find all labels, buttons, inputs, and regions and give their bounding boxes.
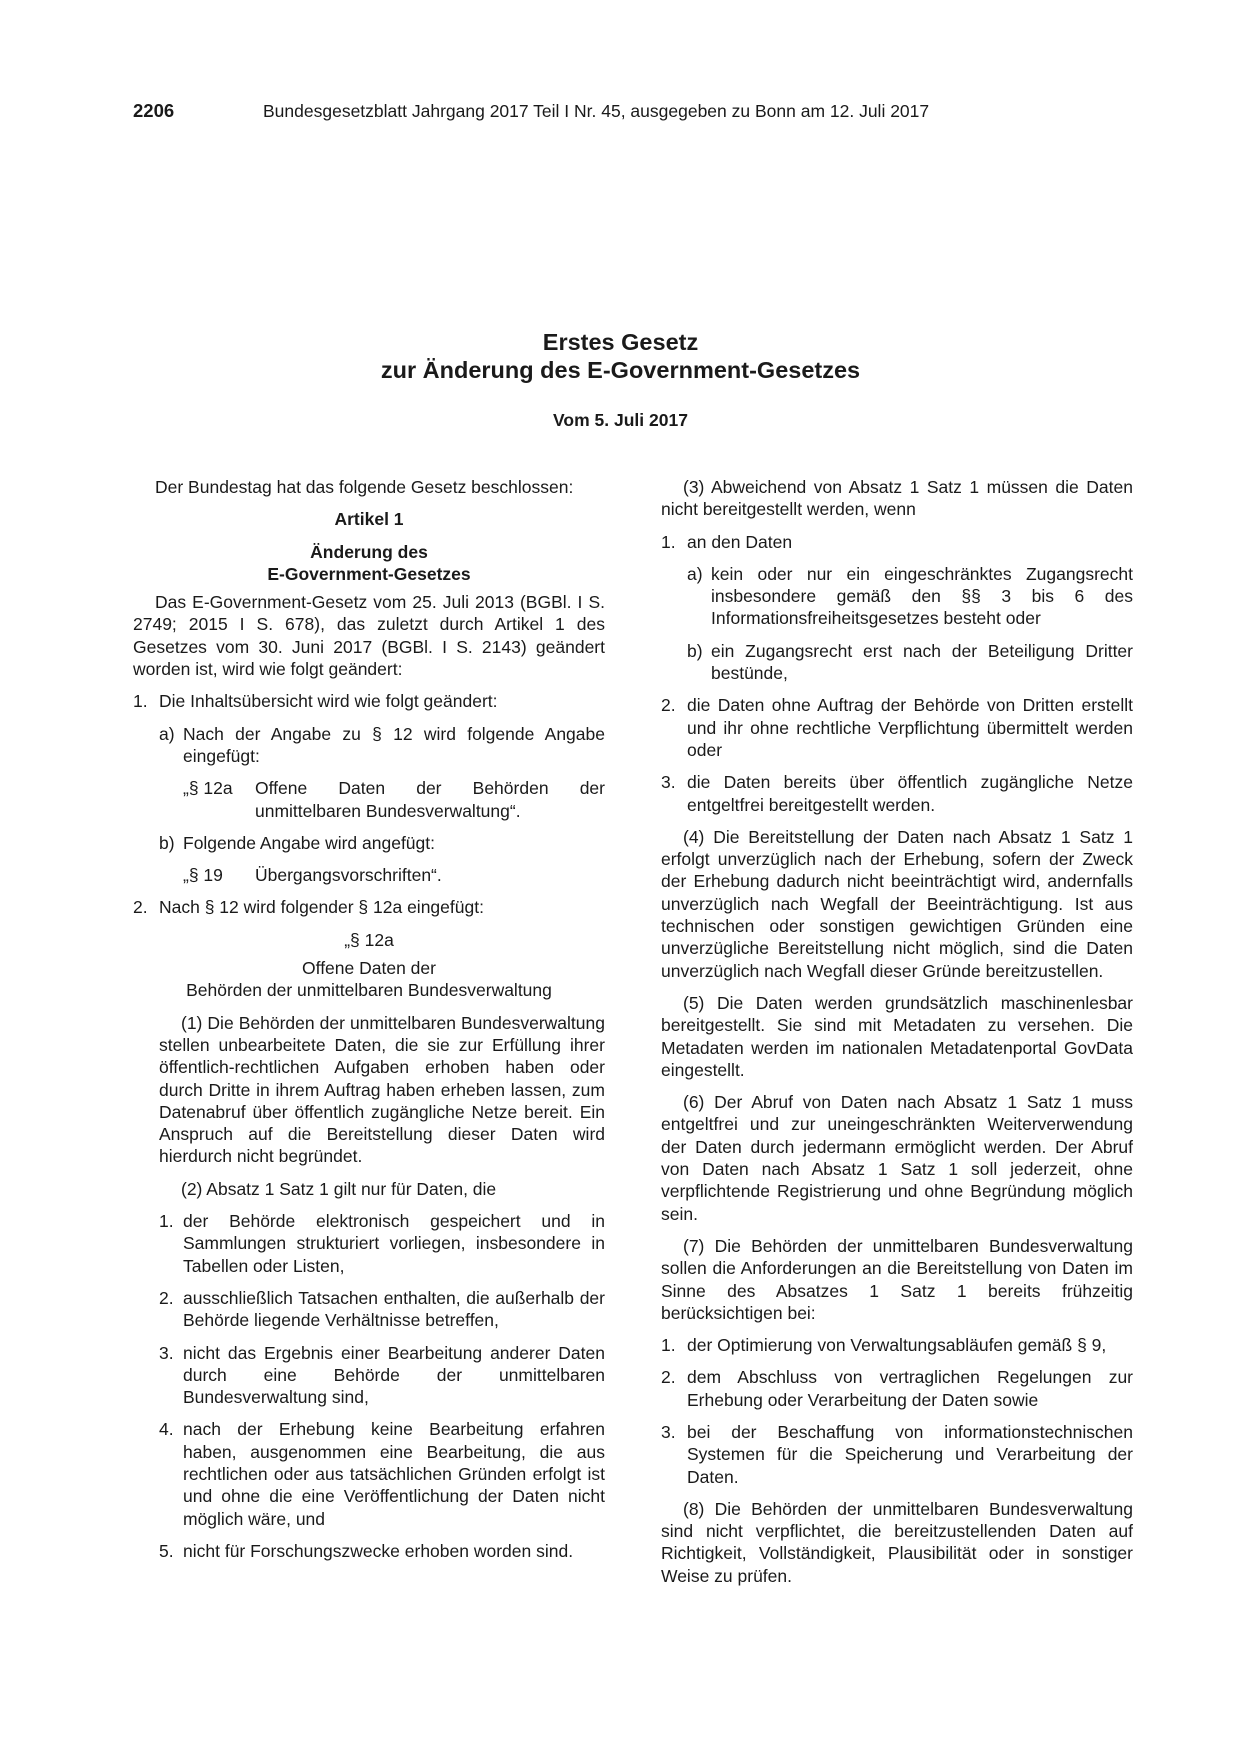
law-title-line-1: Erstes Gesetz (542, 329, 699, 355)
section-title-line-1: Offene Daten der (302, 958, 436, 979)
item-text: Nach der Angabe zu § 12 wird folgende Angabe eingefügt: (183, 723, 605, 766)
item-text: bei der Beschaffung von informationstechnischen Systemen für die Speicherung und Verarbeitung der Daten. (687, 1421, 1133, 1487)
section-title-line-2: Behörden der unmittelbaren Bundesverwaltung (186, 980, 552, 1001)
paragraph-abs5: (5) Die Daten werden grundsätzlich maschinenlesbar bereitgestellt. Sie sind mit Metadaten zu versehen. Die Metadaten werden im nationalen Metadatenportal GovData eingestellt. (661, 992, 1133, 1080)
list-item (159, 1287, 605, 1332)
item-text: Folgende Angabe wird angefügt: (183, 832, 435, 853)
item-text: ausschließlich Tatsachen enthalten, die außerhalb der Behörde liegende Verhältnisse betreffen, (183, 1287, 605, 1331)
item-text: ein Zugangsrecht erst nach der Beteiligung Dritter bestünde, (711, 640, 1133, 684)
abs2-list (133, 1210, 605, 1562)
list-item (183, 864, 605, 886)
list-item (661, 771, 1133, 816)
item-label: a) (159, 723, 175, 744)
item-text: die Daten bereits über öffentlich zugängliche Netze entgeltfrei bereitgestellt werden. (687, 772, 1133, 815)
list-item (687, 640, 1133, 685)
page-number: 2206 (133, 100, 175, 121)
artikel-title (133, 541, 605, 586)
item-label: b) (687, 640, 703, 661)
item-label: a) (687, 563, 703, 584)
item-text: nach der Erhebung keine Bearbeitung erfahren haben, ausgenommen eine Bearbeitung, die aus rechtlichen oder aus tatsächlichen Gründen erfolgt ist und ohne die eine Veröffentlichung der Daten nicht möglich wäre, und (183, 1419, 605, 1529)
item-text: kein oder nur ein eingeschränktes Zugangsrecht insbesondere gemäß den §§ 3 bis 6 des Informationsfreiheitsgesetzes besteht oder (711, 563, 1133, 629)
section-heading: „§ 12a (344, 929, 394, 950)
paragraph-abs8: (8) Die Behörden der unmittelbaren Bundesverwaltung sind nicht verpflichtet, die bereitzustellenden Daten auf Richtigkeit, Vollständigkeit, Plausibilität oder in sonstiger Weise zu prüfen. (661, 1498, 1133, 1586)
item-text: der Behörde elektronisch gespeichert und in Sammlungen strukturiert vorliegen, insbesondere in Tabellen oder Listen, (183, 1211, 605, 1276)
list-item (159, 1342, 605, 1409)
list-item (661, 694, 1133, 761)
item-text: nicht das Ergebnis einer Bearbeitung anderer Daten durch eine Behörde der unmittelbaren Bundesverwaltung sind, (183, 1342, 605, 1408)
abs3-sublist (661, 563, 1133, 684)
item-label: 2. (661, 695, 676, 716)
paragraph-abs1: (1) Die Behörden der unmittelbaren Bundesverwaltung stellen unbearbeitete Daten, die sie zur Erfüllung ihrer öffentlich-rechtlichen Aufgaben erhoben haben oder durch Dritte in ihrem Auftrag haben erheben lassen, zum Datenabruf über öffentlich zugängliche Netze bereit. Ein Anspruch auf die Bereitstellung dieser Daten wird hierdurch nicht begründet. (159, 1012, 605, 1167)
item-text: Offene Daten der Behörden der unmittelbaren Bundesverwaltung“. (255, 778, 605, 821)
artikel-title-line-2: E-Government-Gesetzes (267, 563, 471, 584)
paragraph-abs4: (4) Die Bereitstellung der Daten nach Absatz 1 Satz 1 erfolgt unverzüglich nach der Erhebung, sofern der Zweck der Erhebung dadurch nicht beeinträchtigt wird, andernfalls unverzüglich nach Wegfall der Beeinträchtigung. Ist aus technischen oder sonstigen gewichtigen Gründen eine unverzügliche Bereitstellung nicht möglich, sind die Daten unverzüglich nach Wegfall dieser Gründe bereitzustellen. (661, 826, 1133, 981)
list-item (159, 1210, 605, 1277)
item-text: dem Abschluss von vertraglichen Regelungen zur Erhebung oder Verarbeitung der Daten sowie (687, 1367, 1133, 1410)
left-column (133, 476, 605, 1572)
item-label: 5. (159, 1540, 174, 1561)
item-label: „§ 12a (183, 778, 233, 799)
law-date: Vom 5. Juli 2017 (553, 410, 688, 430)
list-item (133, 896, 605, 918)
paragraph-abs2: (2) Absatz 1 Satz 1 gilt nur für Daten, die (181, 1178, 497, 1199)
right-column (661, 476, 1133, 1597)
artikel-title-line-1: Änderung des (310, 541, 428, 562)
item-label: 2. (133, 897, 148, 918)
law-title-block (0, 328, 1241, 431)
item-label: 1. (661, 531, 676, 552)
list-item (133, 690, 605, 712)
item-label: b) (159, 832, 175, 853)
law-title-line-2: zur Änderung des E-Government-Gesetzes (380, 357, 861, 383)
item-text: nicht für Forschungszwecke erhoben worden sind. (183, 1540, 574, 1561)
item-label: 3. (661, 1421, 676, 1442)
item-label: 1. (133, 691, 148, 712)
artikel-heading: Artikel 1 (334, 509, 404, 530)
item-label: „§ 19 (183, 865, 223, 886)
item-text: die Daten ohne Auftrag der Behörde von Dritten erstellt und ihr ohne rechtliche Verpflichtung übermittelt werden oder (687, 695, 1133, 760)
publication-line: Bundesgesetzblatt Jahrgang 2017 Teil I Nr. 45, ausgegeben zu Bonn am 12. Juli 2017 (263, 101, 930, 121)
list-item (183, 777, 605, 822)
list-item (159, 832, 605, 854)
paragraph-abs7: (7) Die Behörden der unmittelbaren Bundesverwaltung sollen die Anforderungen an die Bereitstellung von Daten im Sinne des Absatzes 1 Satz 1 bereits frühzeitig berücksichtigen bei: (661, 1235, 1133, 1323)
paragraph-abs6: (6) Der Abruf von Daten nach Absatz 1 Satz 1 muss entgeltfrei und zur uneingeschränkten Weiterverwendung der Daten durch jedermann ermöglicht werden. Der Abruf von Daten nach Absatz 1 Satz 1 soll jederzeit, ohne verpflichtende Registrierung und ohne Begründung möglich sein. (661, 1092, 1133, 1224)
list-item (159, 1540, 605, 1562)
item-text: Nach § 12 wird folgender § 12a eingefügt: (159, 897, 484, 918)
list-item (661, 531, 1133, 553)
section-title (133, 957, 605, 1002)
item-label: 2. (661, 1367, 676, 1388)
enactment-clause: Der Bundestag hat das folgende Gesetz beschlossen: (155, 477, 574, 497)
preamble: Das E-Government-Gesetz vom 25. Juli 2013 (BGBl. I S. 2749; 2015 I S. 678), das zuletzt durch Artikel 1 des Gesetzes vom 30. Juni 2017 (BGBl. I S. 2143) geändert worden ist, wird wie folgt geändert: (133, 592, 605, 680)
list-item (159, 1418, 605, 1529)
item-label: 1. (661, 1335, 676, 1356)
list-item (661, 1421, 1133, 1488)
item-text: der Optimierung von Verwaltungsabläufen gemäß § 9, (687, 1335, 1107, 1356)
paragraph-abs3: (3) Abweichend von Absatz 1 Satz 1 müssen die Daten nicht bereitgestellt werden, wenn (661, 477, 1133, 520)
item-label: 1. (159, 1211, 174, 1232)
item-text: Die Inhaltsübersicht wird wie folgt geändert: (159, 691, 498, 712)
item-label: 3. (159, 1342, 174, 1363)
abs7-list (661, 1334, 1133, 1488)
item-label: 2. (159, 1287, 174, 1308)
item-text: Übergangsvorschriften“. (255, 865, 442, 886)
item-text: an den Daten (687, 531, 793, 552)
item-label: 3. (661, 772, 676, 793)
item-label: 4. (159, 1419, 174, 1440)
abs3-list (661, 694, 1133, 815)
list-item (159, 723, 605, 768)
list-item (661, 1366, 1133, 1411)
list-item (661, 1334, 1133, 1356)
list-item (687, 563, 1133, 630)
